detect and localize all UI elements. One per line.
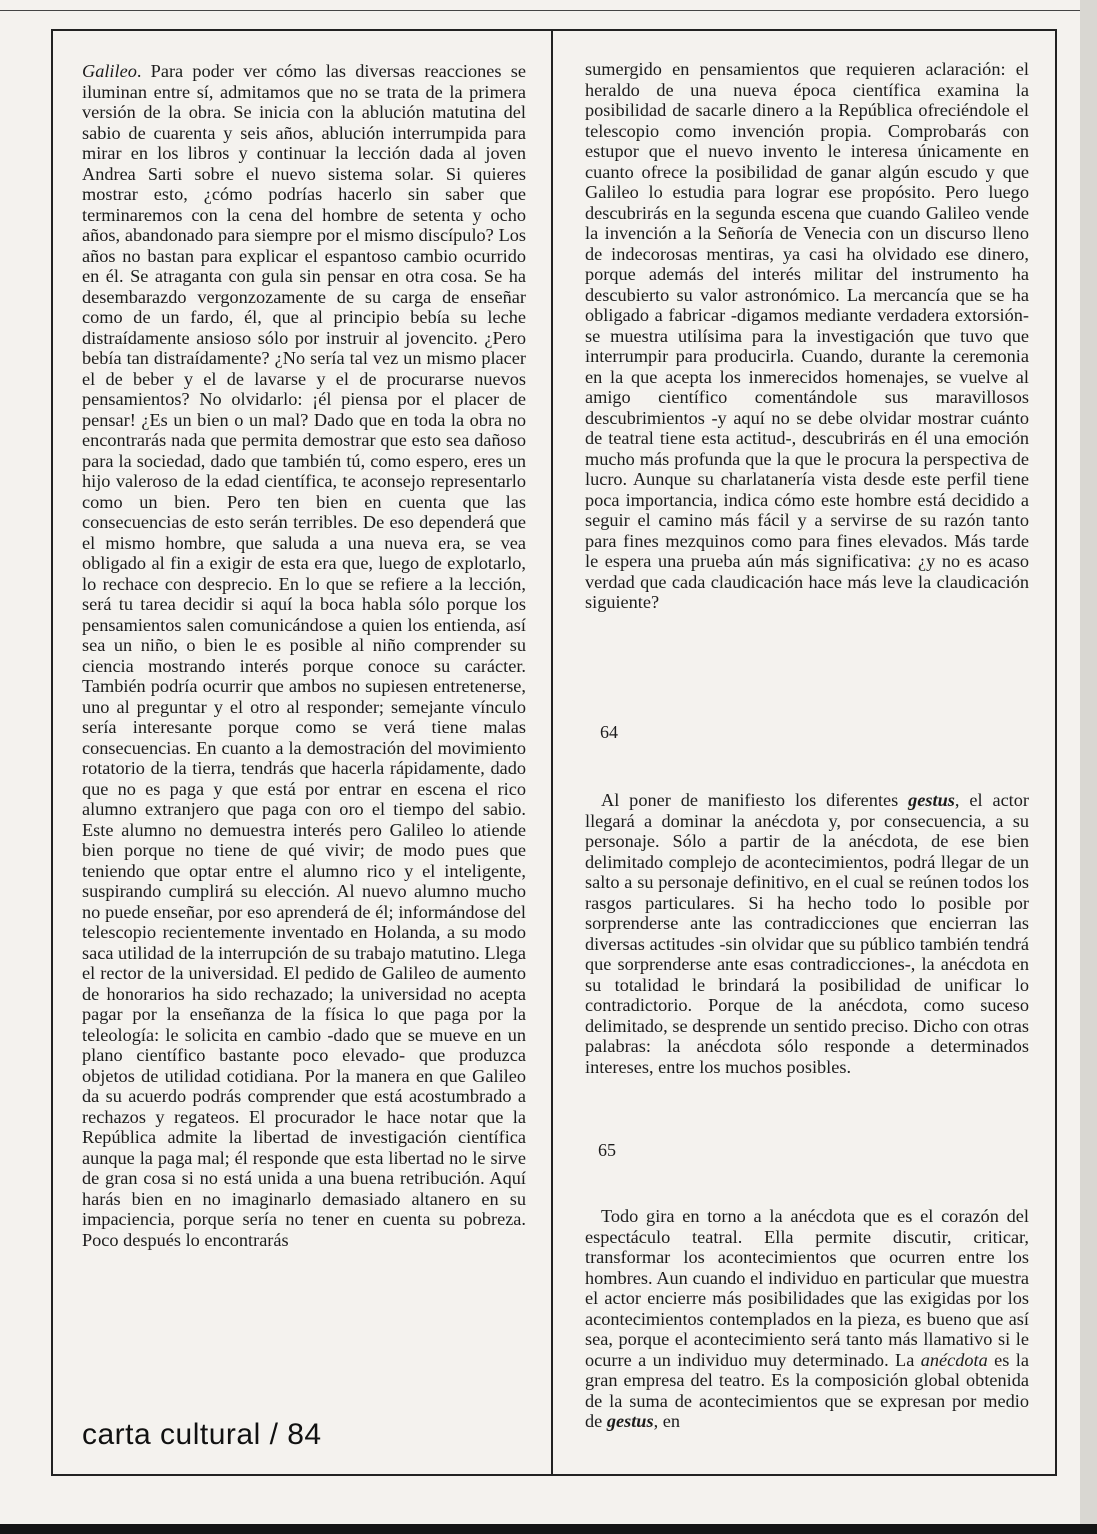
right-column <box>585 59 1029 613</box>
top-rule <box>0 10 1080 11</box>
right-paragraph-3: Todo gira en torno a la anécdota que es el corazón del espectáculo teatral. Ella permite discutir, criticar, transformar los acontecimientos que ocurren entre los hombres. Aun cuando el individuo en particular que muestra el actor encierre más posibilidades que las exigidas por los acontecimientos contemplados en la pieza, es bueno que así sea, porque el acontecimiento será tanto más llamativo si le ocurre a un individuo muy determinado. La anécdota es la gran empresa del teatro. Es la composición global obtenida de la suma de acontecimientos que se expresan por medio de gestus, en <box>585 1206 1029 1431</box>
work-title: Galileo <box>82 61 137 81</box>
right-paragraph-2: Al poner de manifiesto los diferentes gestus, el actor llegará a dominar la anécdota y, por consecuencia, a su personaje. Sólo a partir de la anécdota, de ese bien delimitado complejo de acontecimientos, podrá llegar de un salto a su personaje definitivo, en el cual se reúnen todos los rasgos particulares. Si ha hecho todo lo posible por sorprenderse ante las contradicciones que encierran las diversas actitudes -sin olvidar que su público también tendrá que sorprenderse ante esas contradicciones-, la anécdota en su totalidad le brindará la posibilidad de unificar lo contradictorio. Porque de la anécdota, como suceso delimitado, se desprende un sentido preciso. Dicho con otras palabras: la anécdota sólo responde a determinados intereses, entre los muchos posibles. <box>585 790 1029 1077</box>
column-divider <box>551 29 553 1476</box>
left-paragraph: Galileo. Para poder ver cómo las diversas reacciones se iluminan entre sí, admitamos que no se trata de la primera versión de la obra. Se inicia con la ablución matutina del sabio de cuarenta y seis años, ablución interrumpida para mirar en los libros y continuar la lección dada al joven Andrea Sarti sobre el nuevo sistema solar. Si quieres mostrar esto, ¿cómo podrías hacerlo sin saber que terminaremos con la cena del hombre de setenta y ocho años, abandonado para siempre por el mismo discípulo? Los años no bastan para explicar el espantoso cambio ocurrido en él. Se atraganta con gula sin pensar en otra cosa. Se ha desembarazdo vergonzozamente de su carga de enseñar como de un fardo, él, que al principio bebía su leche distraídamente ansioso sólo por instruir al jovencito. ¿Pero bebía tan distraídamente? ¿No sería tal vez un mismo placer el de beber y el de lavarse y el de procurarse nuevos pensamientos? No olvidarlo: ¡él piensa por el placer de pensar! ¿Es un bien o un mal? Dado que en toda la obra no encontrarás nada que permita demostrar que esto sea dañoso para la sociedad, dado que también tú, como espero, eres un hijo valeroso de la edad científica, te aconsejo representarlo como un bien. Pero ten bien en cuenta que las consecuencias de esto serán terribles. De eso dependerá que el mismo hombre, que saluda a una nueva era, se vea obligado al fin a exigir de esta era que, luego de explotarlo, lo rechace con desprecio. En lo que se refiere a la lección, será tu tarea decidir si aquí la boca habla sólo porque los pensamientos salen comunicándose a quien los entienda, así sea un niño, o bien le es posible al niño comprender su ciencia mostrando interés porque conoce su carácter. También podría ocurrir que ambos no supiesen entretenerse, uno al preguntar y el otro al responder; semejante vínculo sería interesante porque como se verá tiene malas consecuencias. En cuanto a la demostración del movimiento rotatorio de la tierra, tendrás que hacerla rápidamente, dado que no es paga y que está por entrar en escena el rico alumno extranjero que paga con oro el tiempo del sabio. Este alumno no demuestra interés pero Galileo lo atiende bien porque no tiene de qué vivir; de modo pues que teniendo que optar entre el alumno rico y el inteligente, suspirando cumplirá su elección. Al nuevo alumno mucho no puede enseñar, por eso aprenderá de él; informándose del telescopio recientemente inventado en Holanda, a su modo saca utilidad de la interrupción de su trabajo matutino. Llega el rector de la universidad. El pedido de Galileo de aumento de honorarios ha sido rechazado; la universidad no acepta pagar por la enseñanza de la física lo que paga por la teleología: le solicita en cambio -dado que se mueve en un plano científico bastante poco elevado- que produzca objetos de utilidad cotidiana. Por la manera en que Galileo da su acuerdo podrás comprender que está acostumbrado a rechazos y regateos. El procurador le hace notar que la República admite la libertad de investigación científica aunque la paga mal; él responde que esta libertad no le sirve de gran cosa si no está unida a una buena retribución. Aquí harás bien en no imaginarlo demasiado altanero en su impaciencia, porque sería no tener en cuenta su pobreza. Poco después lo encontrarás <box>82 61 526 1250</box>
section-number-64: 64 <box>600 722 618 742</box>
section-number-65: 65 <box>598 1140 616 1160</box>
magazine-footer: carta cultural / 84 <box>82 1418 322 1451</box>
scan-bottom-edge <box>0 1524 1097 1534</box>
right-paragraph-1: sumergido en pensamientos que requieren aclaración: el heraldo de una nueva época científica examina la posibilidad de sacarle dinero a la República ofreciéndole el telescopio como invención propia. Comprobarás con estupor que el nuevo invento le interesa únicamente en cuanto ofrece la posibilidad de ganar algún escudo y que Galileo lo estudia para lograr ese propósito. Pero luego descubrirás en la segunda escena que cuando Galileo vende la invención a la Señoría de Venecia con un discurso lleno de indecorosas mentiras, ya casi ha olvidado ese dinero, porque además del interés militar del instrumento ha descubierto su valor astronómico. La mercancía que se ha obligado a fabricar -digamos mediante verdadera extorsión- se muestra utilísima para la investigación que tuvo que interrumpir para producirla. Cuando, durante la ceremonia en la que acepta los inmerecidos homenajes, se vuelve al amigo científico comentándole sus maravillosos descubrimientos -y aquí no se debe olvidar mostrar cuánto de teatral tiene esta actitud-, descubrirás en él una emoción mucho más profunda que la que le procura la perspectiva de lucro. Aunque su charlatanería vista desde este perfil tiene poca importancia, indica cómo este hombre está decidido a seguir el camino más fácil y a servirse de su razón tanto para fines mezquinos como para fines elevados. Más tarde le espera una prueba aún más significativa: ¿y no es acaso verdad que cada claudicación hace más leve la claudicación siguiente? <box>585 59 1029 612</box>
right-column-section-64 <box>585 790 1029 1077</box>
left-column <box>82 61 526 1250</box>
right-column-section-65 <box>585 1206 1029 1432</box>
scan-edge-strip <box>1080 0 1097 1534</box>
